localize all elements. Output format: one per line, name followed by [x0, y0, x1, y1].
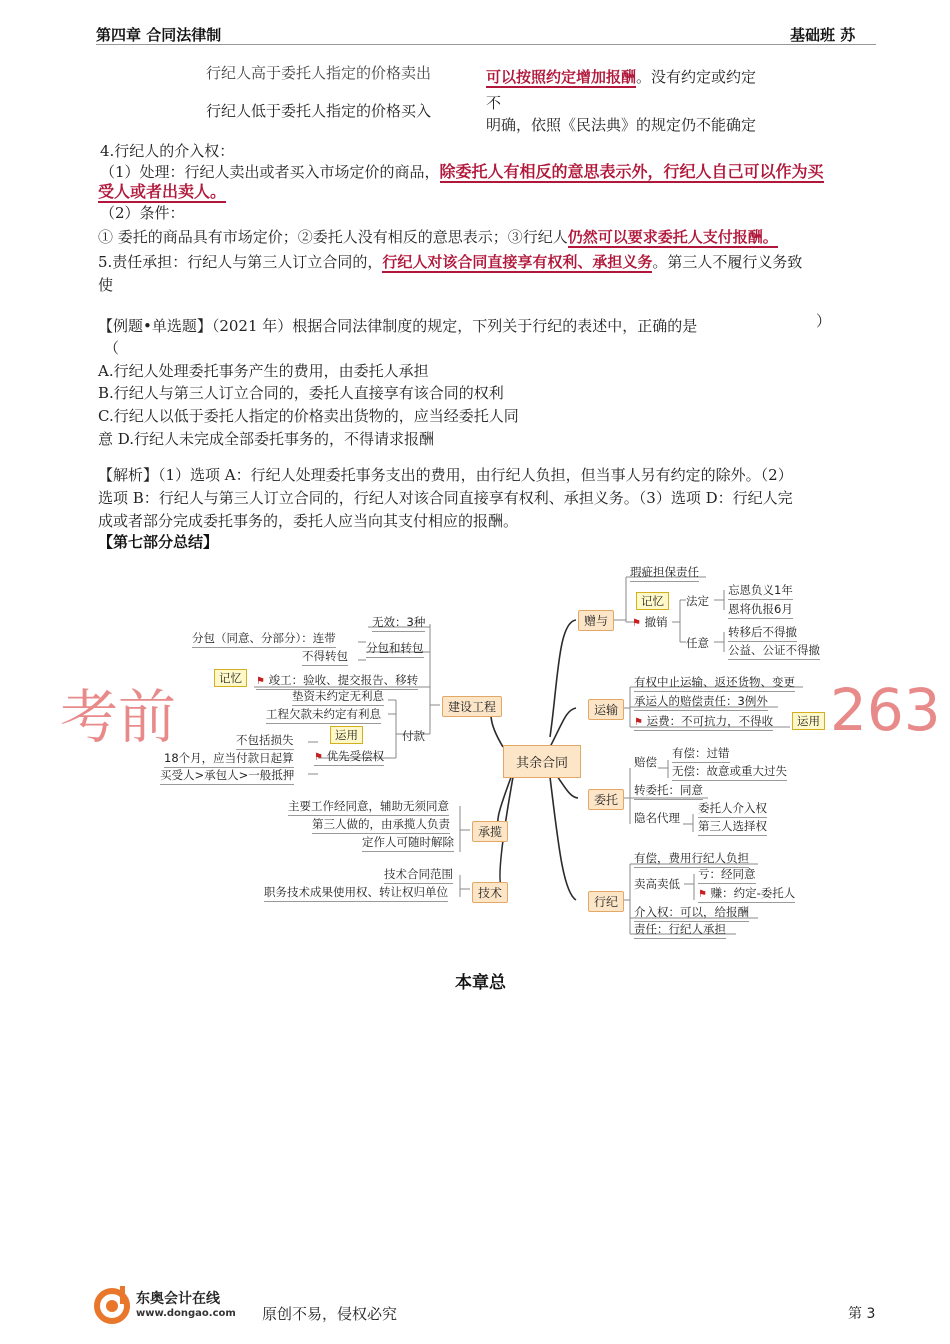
mm-entrust-agent-1: 委托人介入权 — [698, 800, 767, 818]
link-transport — [550, 708, 576, 747]
mindmap-center: 其余合同 — [503, 745, 581, 778]
mm-broker-sell: 卖高卖低 — [634, 877, 680, 891]
section4-title: 4.行纪人的介入权： — [100, 142, 235, 160]
mm-entrust-agent-2: 第三人选择权 — [698, 818, 767, 836]
mm-construction-pay-2: 工程欠款未约定有利息 — [266, 706, 381, 724]
table-row2-left: 行纪人低于委托人指定的价格买入 — [206, 102, 432, 120]
mm-transport-3-label: 运费：不可抗力，不得收 — [646, 714, 774, 728]
mm-transport: 运输 — [588, 699, 624, 720]
flag-icon: ⚑ — [698, 889, 707, 900]
flag-icon: ⚑ — [632, 618, 641, 629]
mm-entrust-sub: 转委托：同意 — [634, 782, 703, 800]
section4-p3-highlight: 仍然可以要求委托人支付报酬。 — [567, 228, 778, 246]
section4-p1-highlight-a: 除委托人有相反的意思表示外，行纪人自己可以作为买 — [439, 162, 824, 181]
mm-broker-gain — [698, 885, 795, 903]
mm-construction-completion-label: 竣工：验收、提交报告、移转 — [268, 673, 419, 687]
option-c: C.行纪人以低于委托人指定的价格卖出货物的，应当经委托人同 — [98, 407, 519, 425]
mm-technology: 技术 — [472, 882, 508, 903]
table-row1-right — [486, 66, 756, 88]
analysis-line3: 成或者部分完成委托事务的，委托人应当向其支付相应的报酬。 — [98, 512, 519, 530]
table-row1-left: 行纪人高于委托人指定的价格卖出 — [206, 64, 432, 82]
example-title-tail: ） — [816, 312, 832, 330]
option-a: A.行纪人处理委托事务产生的费用，由委托人承担 — [98, 362, 429, 380]
mm-construction-pr-2: 18个月，应当付款日起算 — [164, 750, 294, 768]
mm-construction-memo: 记忆 — [214, 669, 247, 687]
mm-construction-priority — [314, 748, 384, 766]
header-chapter: 第四章 合同法律制 — [96, 26, 222, 44]
mm-entrust-comp-1: 有偿：过错 — [672, 745, 730, 763]
mm-construction: 建设工程 — [442, 696, 502, 717]
analysis-line2: 选项 B：行纪人与第三人订立合同的，行纪人对该合同直接享有权利、承担义务。（3）选项 D：行纪人完 — [98, 489, 793, 507]
mm-contracting: 承揽 — [472, 821, 508, 842]
mm-construction-pr-3: 买受人>承包人>一般抵押 — [160, 767, 294, 785]
mm-gift-arb-2: 公益、公证不得撤 — [728, 642, 820, 660]
mm-gift: 赠与 — [578, 610, 614, 631]
mm-contracting-1: 主要工作经同意，辅助无须同意 — [288, 798, 449, 816]
footer-url: www.dongao.com — [136, 1308, 236, 1319]
mm-entrust-comp-2: 无偿：故意或重大过失 — [672, 763, 787, 781]
header-course: 基础班 苏 — [790, 26, 856, 44]
section4-p2: （2）条件： — [100, 204, 185, 222]
section5-highlight: 行纪人对该合同直接享有权利、承担义务 — [382, 253, 653, 271]
mm-broker-loss: 亏：经同意 — [698, 866, 756, 884]
table-row1-highlight: 可以按照约定增加报酬 — [486, 68, 637, 86]
mm-entrust-agent: 隐名代理 — [634, 811, 680, 825]
summary-title: 【第七部分总结】 — [98, 533, 219, 551]
footer-brand: 东奥会计在线 — [136, 1291, 220, 1307]
mm-gift-arbitrary: 任意 — [686, 636, 709, 650]
mm-broker-1: 有偿，费用行纪人负担 — [634, 850, 749, 868]
header-divider — [96, 44, 876, 45]
table-row2-right-b: 明确，依照《民法典》的规定仍不能确定 — [486, 116, 757, 134]
mm-gift-memo: 记忆 — [636, 592, 669, 610]
section5-line1 — [98, 251, 802, 273]
mm-contracting-2: 第三人做的，由承揽人负责 — [312, 816, 450, 834]
mm-gift-revoke — [632, 614, 668, 630]
mm-broker-gain-label: 赚：约定-委托人 — [710, 886, 796, 900]
section5-line2: 使 — [98, 276, 114, 294]
footer-page: 第 3 — [848, 1306, 876, 1322]
mm-transport-apply: 运用 — [792, 712, 825, 730]
mindmap — [158, 562, 830, 940]
mm-construction-payment: 付款 — [402, 729, 425, 743]
flag-icon: ⚑ — [256, 676, 265, 687]
watermark-right: 263 — [830, 676, 941, 744]
section4-p3-prefix: ① 委托的商品具有市场定价；②委托人没有相反的意思表示；③行纪人 — [98, 228, 568, 246]
mm-technology-2: 职务技术成果使用权、转让权归单位 — [264, 884, 448, 902]
mm-construction-priority-label: 优先受偿权 — [326, 749, 385, 763]
mm-entrust-comp: 赔偿 — [634, 755, 657, 769]
mm-gift-legal-1: 忘恩负义1年 — [728, 582, 793, 600]
mm-construction-pay-1: 垫资未约定无利息 — [292, 688, 384, 706]
section4-p1-prefix: （1）处理：行纪人卖出或者买入市场定价的商品， — [100, 163, 440, 181]
mm-gift-defect: 瑕疵担保责任 — [630, 564, 699, 582]
mm-broker: 行纪 — [588, 891, 624, 912]
mm-gift-arb-1: 转移后不得撤 — [728, 624, 797, 642]
table-row2-right-a: 不 — [486, 94, 502, 112]
section4-p1 — [100, 161, 824, 183]
mm-broker-3: 介入权：可以，给报酬 — [634, 904, 749, 922]
section5-suffix: 。第三人不履行义务致 — [652, 253, 803, 271]
analysis-line1: 【解析】（1）选项 A：行纪人处理委托事务支出的费用，由行纪人负担，但当事人另有约定的除外。（2） — [98, 466, 793, 484]
option-d: 意 D.行纪人未完成全部委托事务的，不得请求报酬 — [98, 430, 435, 448]
mm-construction-invalid: 无效：3种 — [372, 614, 425, 632]
mm-gift-legal-2: 恩将仇报6月 — [728, 601, 793, 619]
mm-transport-3 — [634, 713, 773, 731]
mm-construction-sub-1: 分包（同意、分部分）：连带 — [192, 630, 336, 648]
watermark-left: 考前 — [60, 683, 177, 751]
dongao-logo — [92, 1284, 132, 1324]
section4-p1-highlight-b: 受人或者出卖人。 — [98, 182, 227, 201]
mm-transport-2: 承运人的赔偿责任：3例外 — [634, 693, 768, 711]
section4-p1-line2 — [98, 181, 226, 203]
mm-technology-1: 技术合同范围 — [384, 866, 453, 884]
mm-construction-subcontract: 分包和转包 — [366, 640, 424, 658]
example-paren: （ — [104, 339, 120, 357]
mm-construction-apply: 运用 — [330, 726, 363, 744]
mm-gift-legal: 法定 — [686, 594, 709, 608]
mm-broker-4: 责任：行纪人承担 — [634, 921, 726, 939]
footer-slogan: 原创不易，侵权必究 — [262, 1305, 398, 1323]
chapter-summary-title: 本章总 — [455, 973, 506, 993]
mm-construction-sub-2: 不得转包 — [302, 648, 348, 666]
flag-icon: ⚑ — [634, 717, 643, 728]
section5-prefix: 5.责任承担：行纪人与第三人订立合同的， — [98, 253, 383, 271]
mm-gift-revoke-label: 撤销 — [644, 615, 668, 629]
example-title: 【例题•单选题】（2021 年）根据合同法律制度的规定，下列关于行纪的表述中，正确的是 — [98, 317, 698, 335]
mm-construction-pr-1: 不包括损失 — [236, 732, 294, 750]
mm-transport-1: 有权中止运输、返还货物、变更 — [634, 674, 795, 692]
flag-icon: ⚑ — [314, 752, 323, 763]
section4-p3 — [98, 226, 778, 248]
option-b: B.行纪人与第三人订立合同的，委托人直接享有该合同的权利 — [98, 384, 504, 402]
mm-contracting-3: 定作人可随时解除 — [362, 834, 454, 852]
table-row1-rest: 。没有约定或约定 — [636, 68, 757, 86]
mm-entrust: 委托 — [588, 789, 624, 810]
